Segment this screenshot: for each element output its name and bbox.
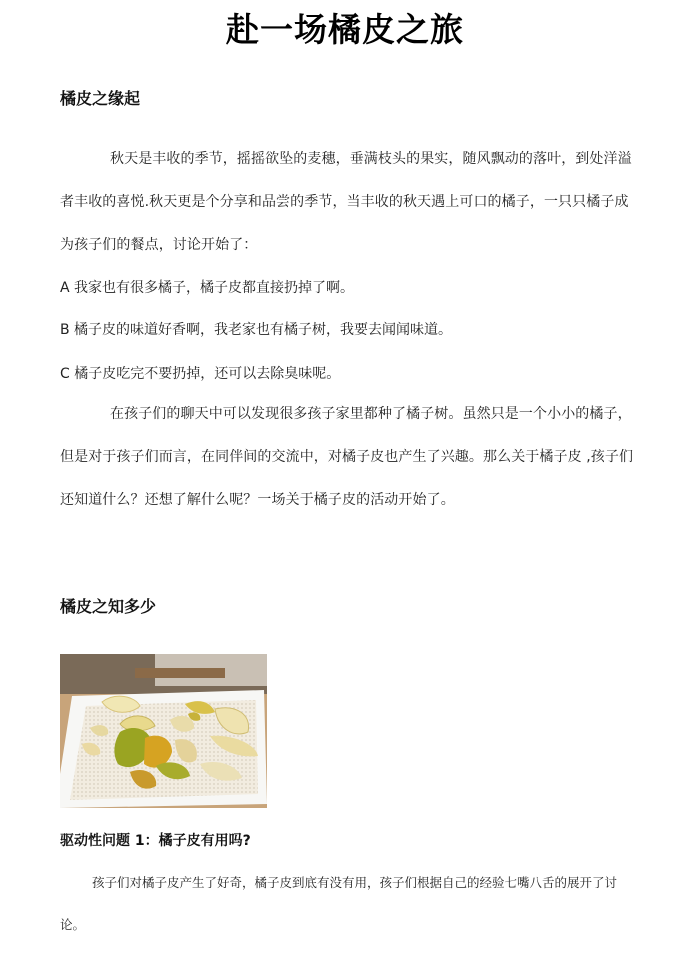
driving-question: 驱动性问题 1：橘子皮有用吗? <box>60 833 251 849</box>
discussion-summary: 孩子们对橘子皮产生了好奇，橘子皮到底有没有用，孩子们根据自己的经验七嘴八舌的展开了讨论。 <box>60 875 618 932</box>
section-heading-knowledge: 橘皮之知多少 <box>60 597 157 616</box>
option-b: B 橘子皮的味道好香啊，我老家也有橘子树，我要去闻闻味道。 <box>60 322 453 338</box>
section-heading-origin: 橘皮之缘起 <box>60 89 141 108</box>
page-title: 赴一场橘皮之旅 <box>226 10 464 49</box>
orange-peel-photo <box>60 654 267 808</box>
orange-peel-tray-image <box>60 654 267 808</box>
option-c: C 橘子皮吃完不要扔掉，还可以去除臭味呢。 <box>60 366 341 382</box>
intro-paragraph: 秋天是丰收的季节，摇摇欲坠的麦穗，垂满枝头的果实，随风飘动的落叶，到处洋溢者丰收的喜悦.秋天更是个分享和品尝的季节，当丰收的秋天遇上可口的橘子，一只只橘子成为孩子们的餐点，讨论开始了： <box>60 151 632 253</box>
option-a: A 我家也有很多橘子，橘子皮都直接扔掉了啊。 <box>60 280 355 296</box>
discussion-paragraph: 在孩子们的聊天中可以发现很多孩子家里都种了橘子树。虽然只是一个小小的橘子，但是对于孩子们而言，在同伴间的交流中，对橘子皮也产生了兴趣。那么关于橘子皮 ,孩子们还知道什么？还想了解什么呢？一场关于橘子皮的活动开始了。 <box>60 406 634 508</box>
